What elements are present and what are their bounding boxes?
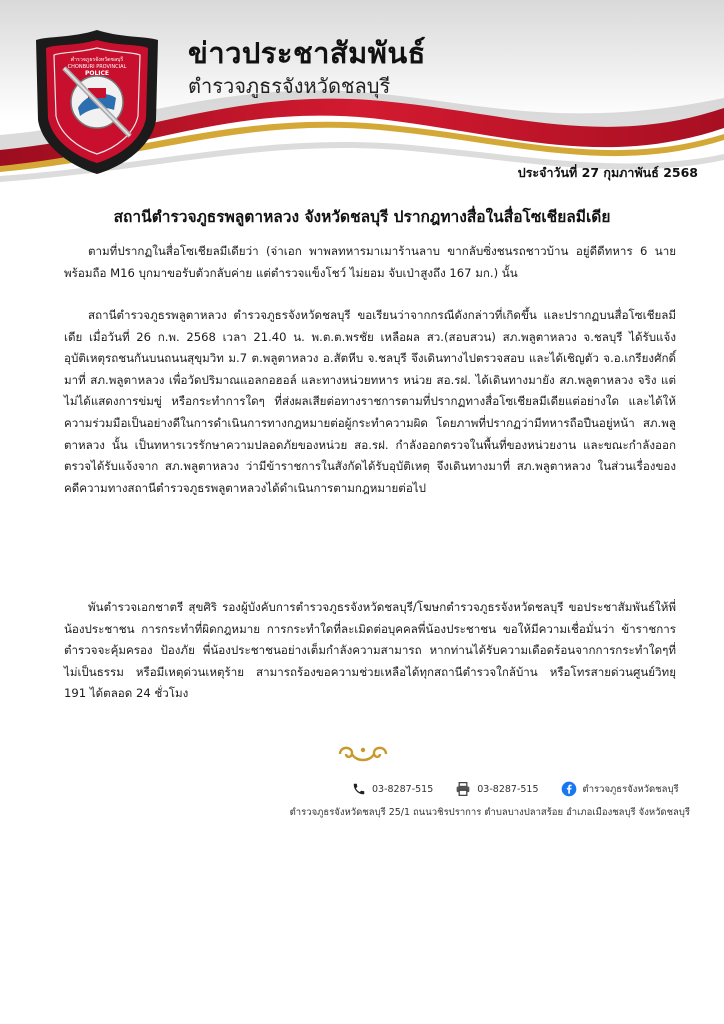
document-heading: สถานีตำรวจภูธรพลูตาหลวง จังหวัดชลบุรี ปรากฎทางสื่อในสื่อโซเชียลมีเดีย xyxy=(113,208,611,226)
gold-ornament xyxy=(240,744,486,764)
facebook-page-name: ตำรวจภูธรจังหวัดชลบุรี xyxy=(582,783,679,795)
paragraph-intro: ตามที่ปรากฏในสื่อโซเชียลมีเดียว่า (จ่าเอก พาพลทหารมาเมาร้านลาบ ขากลับซิ่งชนรถชาวบ้าน อยู่ดีดีทหาร 6 นาย พร้อมถือ M16 บุกมาขอรับตัวกลับค่าย แต่ตำรวจแข็งโชว์ ไม่ยอม จับเป่าสูงถึง 167 มก.) นั้น xyxy=(64,244,676,280)
phone-icon xyxy=(352,782,366,796)
paragraph-statement: สถานีตำรวจภูธรพลูตาหลวง ตำรวจภูธรจังหวัดชลบุรี ขอเรียนว่าจากกรณีดังกล่าวที่เกิดขึ้น และปรากฏบนสื่อโซเชียลมีเดีย เมื่อวันที่ 26 ก.พ. 2568 เวลา 21.40 น. พ.ต.ต.พรชัย เหลือผล สว.(สอบสวน) สภ.พลูตาหลวง จ.ชลบุรี ได้รับแจ้งอุบัติเหตุรถชนกันบนถนนสุขุมวิท ม.7 ต.พลูตาหลวง อ.สัตหีบ จ.ชลบุรี จึงเดินทางไปตรวจสอบ และได้เชิญตัว จ.อ.เกรียงศักดิ์ มาที่ สภ.พลูตาหลวง เพื่อวัดปริมาณแอลกอฮอล์ และทางหน่วยทหาร หน่วย สอ.รฝ. ได้เดินทางมายัง สภ.พลูตาหลวง จริง แต่ไม่ได้แสดงการข่มขู่ หรือกระทำการใดๆ ที่ส่งผลเสียต่อทางราชการตามที่ปรากฏทางสื่อโซเชียลมีเดียแต่อย่างใด และได้ให้ความร่วมมือเป็นอย่างดีในการดำเนินการทางกฎหมายต่อผู้กระทำความผิด โดยภาพที่ปรากฏว่ามีทหารถือปืนอยู่หน้า สภ.พลูตาหลวง นั้น เป็นทหารเวรรักษาความปลอดภัยของหน่วย สอ.รฝ. กำลังออกตรวจในพื้นที่ของหน่วยงาน และขณะกำลังออกตรวจได้รับแจ้งจาก สภ.พลูตาหลวง ว่ามีข้าราชการในสังกัดได้รับอุบัติเหตุ จึงเดินทางมาที่ สภ.พลูตาหลวง ในส่วนเรื่องของคดีความทางสถานีตำรวจภูธรพลูตาหลวงได้ดำเนินการตามกฎหมายต่อไป xyxy=(64,308,676,495)
contact-bar xyxy=(352,778,701,800)
facebook-icon xyxy=(561,781,577,797)
paragraph-spokesperson: พันตำรวจเอกชาตรี สุขศิริ รองผู้บังคับการตำรวจภูธรจังหวัดชลบุรี/โฆษกตำรวจภูธรจังหวัดชลบุรี ขอประชาสัมพันธ์ให้พี่น้องประชาชน การกระทำที่ผิดกฎหมาย การกระทำใดที่ละเมิดต่อบุคคลพี่น้องประชาชน ขอให้มีความเชื่อมั่นว่า ข้าราชการตำรวจจะคุ้มครอง ป้องภัย พี่น้องประชาชนอย่างเต็มกำลังความสามารถ หากท่านได้รับความเดือดร้อนจากการกระทำใดๆที่ไม่เป็นธรรม หรือมีเหตุด่วนเหตุร้าย สามารถร้องขอความช่วยเหลือได้ทุกสถานีตำรวจใกล้บ้าน หรือโทรสายด่วนศูนย์วิทยุ 191 ได้ตลอด 24 ชั่วโมง xyxy=(64,600,676,701)
police-badge-icon xyxy=(34,28,160,176)
contact-fax[interactable] xyxy=(455,782,538,796)
header-subtitle: ตำรวจภูธรจังหวัดชลบุรี xyxy=(188,74,391,98)
header-title: ข่าวประชาสัมพันธ์ xyxy=(188,36,426,70)
contact-phone[interactable] xyxy=(352,782,433,796)
date-line: ประจำวันที่ 27 กุมภาพันธ์ 2568 xyxy=(517,165,698,180)
svg-text:ตำรวจภูธรจังหวัดชลบุรี: ตำรวจภูธรจังหวัดชลบุรี xyxy=(70,57,124,63)
svg-text:POLICE: POLICE xyxy=(84,70,110,77)
fax-icon xyxy=(455,782,471,796)
contact-facebook[interactable] xyxy=(561,781,679,797)
footer-address: ตำรวจภูธรจังหวัดชลบุรี 25/1 ถนนวชิรปราการ ตำบลบางปลาสร้อย อำเภอเมืองชลบุรี จังหวัดชลบุรี xyxy=(289,807,690,818)
fax-number: 03-8287-515 xyxy=(477,783,539,795)
svg-text:CHONBURI PROVINCIAL: CHONBURI PROVINCIAL xyxy=(67,64,127,70)
phone-number: 03-8287-515 xyxy=(372,783,434,795)
